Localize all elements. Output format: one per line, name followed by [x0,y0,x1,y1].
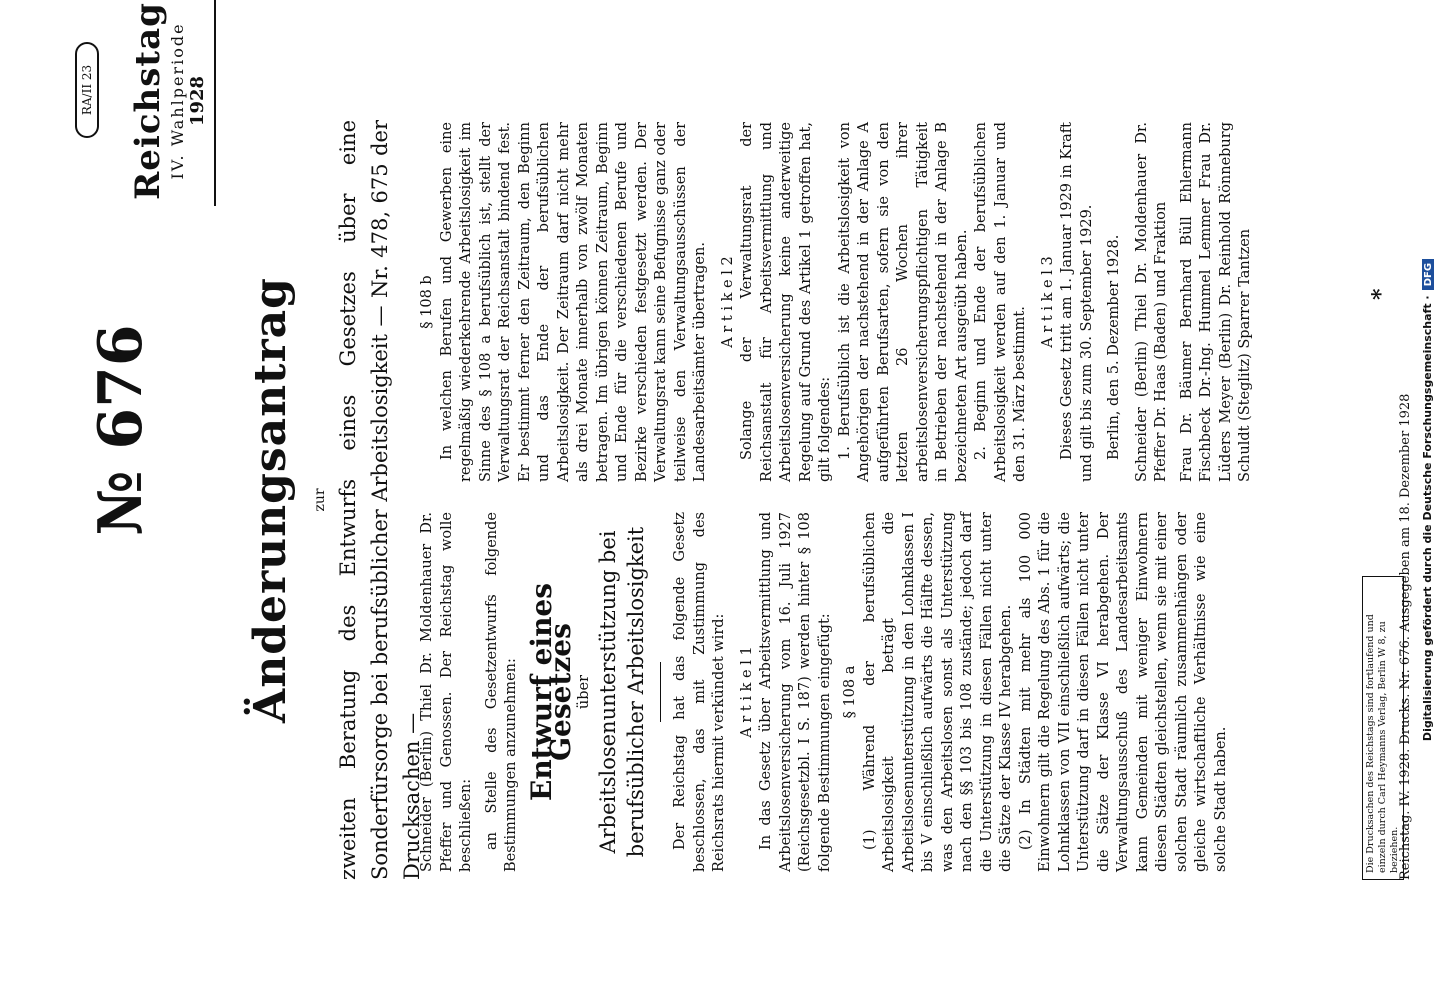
article-1-heading: A r t i k e l 1 [738,646,755,738]
signers-secondary: Frau Dr. Bäumer Bernhard Büll Ehlermann Fischbeck Dr.-Ing. Hummel Lemmer Frau Dr. Lüders Meyer (Berlin) Dr. Reinhold Rönneburg Schuldt (Steglitz) Sparrer Tantzen [1178,122,1253,482]
subtitle: zweiten Beratung des Entwurfs eines Gesetzes über eine Sonderfürsorge bei berufsüblicher Arbeitslosigkeit — Nr. 478, 675 der Drucksachen — [336,120,424,880]
dfg-badge: DFG [1422,259,1434,290]
archive-stamp: RA/II 23 [75,42,99,138]
zur-label: zur [312,488,328,512]
header-title: Reichstag [128,2,168,200]
footer-line: Reichstag. IV. 1928. Drucks. Nr. 676. Ausgegeben am 18. Dezember 1928 [1398,393,1413,880]
header-period: IV. Wahlperiode [168,22,187,180]
article-3-heading: A r t i k e l 3 [1039,256,1056,348]
article-2-item-2: 2. Beginn und Ende der berufsüblichen Arbeitslosigkeit werden auf den 1. Januar und den 31. März bestimmt. [973,122,1028,482]
main-title: Änderungsantrag [245,277,296,723]
section-108a-para-2: (2) In Städten mit mehr als 100 000 Einwohnern gilt die Regelung des Abs. 1 für die Lohnklassen von VII einschließlich aufwärts; die Unterstützung darf in diesen Fällen nicht unter die Sätze der Klasse VI herabgehen. Der Verwaltungsausschuß des Landesarbeitsamts kann Gemeinden mit weniger Einwohnern diesen Städten gleichstellen, wenn sie mit einer solchen Stadt räumlich zusammenhängen oder gleiche wirtschaftliche Verhältnisse wie eine solche Stadt haben. [1017,512,1229,872]
header-rule [214,0,216,206]
gesetz-title: Entwurf eines Gesetzes [524,582,577,802]
column-right [418,122,1256,482]
intro-text-2: an Stelle des Gesetzentwurfs folgende Bestimmungen anzunehmen: [483,512,519,872]
section-108a-heading: § 108 a [842,665,858,719]
preamble: Der Reichstag hat das folgende Gesetz beschlossen, das mit Zustimmung des Reichsrats hiermit verkündet wird: [672,512,727,872]
header-block [128,0,216,206]
intro-text: Schneider (Berlin) Thiel Dr. Moldenhauer Dr. Pfeffer und Genossen. Der Reichstag wolle beschließen: [419,512,474,872]
column-left [418,512,1231,872]
divider [660,662,661,722]
section-108b-heading: § 108 b [419,275,435,329]
article-2-text: Solange der Verwaltungsrat der Reichsanstalt für Arbeitsvermittlung und Arbeitslosenversicherung keine anderweitige Regelung auf Grund des Artikel 1 getroffen hat, gilt folgendes: [739,122,833,482]
section-108a-para-1: (1) Während der berufsüblichen Arbeitslosigkeit beträgt die Arbeitslosenunterstützung in den Lohnklassen I bis V einschließlich aufwärts die Hälfte dessen, was den Arbeitslosen sonst als Unterstützung nach den §§ 103 bis 108 zustände; jedoch darf die Unterstützung in diesen Fällen nicht unter die Sätze der Klasse IV herabgehen. [861,512,1014,872]
footer-mark: * [1368,288,1394,300]
article-2-item-1: 1. Berufsüblich ist die Arbeitslosigkeit von Angehörigen der nachstehend in der Anlage A aufgeführten Berufsarten, sofern sie von den letzten 26 Wochen ihrer arbeitslosenversicherungspflichtigen Tätigkeit in Betrieben der nachstehend in der Anlage B bezeichneten Art ausgeübt haben. [836,122,970,482]
digitization-credit [1416,40,1434,960]
article-1-text: In das Gesetz über Arbeitsvermittlung und Arbeitslosenversicherung vom 16. Juli 1927 (Reichsgesetzbl. I S. 187) werden hinter § 108 folgende Bestimmungen eingefügt: [758,512,833,872]
date-line: Berlin, den 5. Dezember 1928. [1106,234,1122,460]
document-number: № 676 [86,324,156,536]
digitization-text: Digitalisierung gefördert durch die Deutsche Forschungsgemeinschaft · [1421,295,1434,742]
header-year: 1928 [187,75,208,127]
article-2-heading: A r t i k e l 2 [719,256,736,348]
signers-primary: Schneider (Berlin) Thiel Dr. Moldenhauer Dr. Pfeffer Dr. Haas (Baden) und Fraktion [1133,122,1169,482]
article-3-text: Dieses Gesetz tritt am 1. Januar 1929 in Kraft und gilt bis zum 30. September 1929. [1059,122,1095,482]
law-name: Arbeitslosenunterstützung bei berufsüblicher Arbeitslosigkeit [596,526,648,858]
ueber-label: über [575,674,592,710]
footer-notice: Die Drucksachen des Reichstags sind fortlaufend und einzeln durch Carl Heymanns Verlag, Berlin W 8, zu beziehen. [1362,576,1404,880]
section-108b-text: In welchen Berufen und Gewerben eine regelmäßig wiederkehrende Arbeitslosigkeit im Sinne des § 108 a berufsüblich ist, stellt der Verwaltungsrat der Reichsanstalt bindend fest. Er bestimmt ferner den Zeitraum, den Beginn und das Ende der berufsüblichen Arbeitslosigkeit. Der Zeitraum darf nicht mehr als drei Monate innerhalb von zwölf Monaten betragen. Im übrigen können Zeitraum, Beginn und Ende für die verschiedenen Berufe und Bezirke verschieden festgesetzt werden. Der Verwaltungsrat kann seine Befugnisse ganz oder teilweise den Verwaltungsausschüssen der Landesarbeitsämter übertragen. [438,122,708,482]
